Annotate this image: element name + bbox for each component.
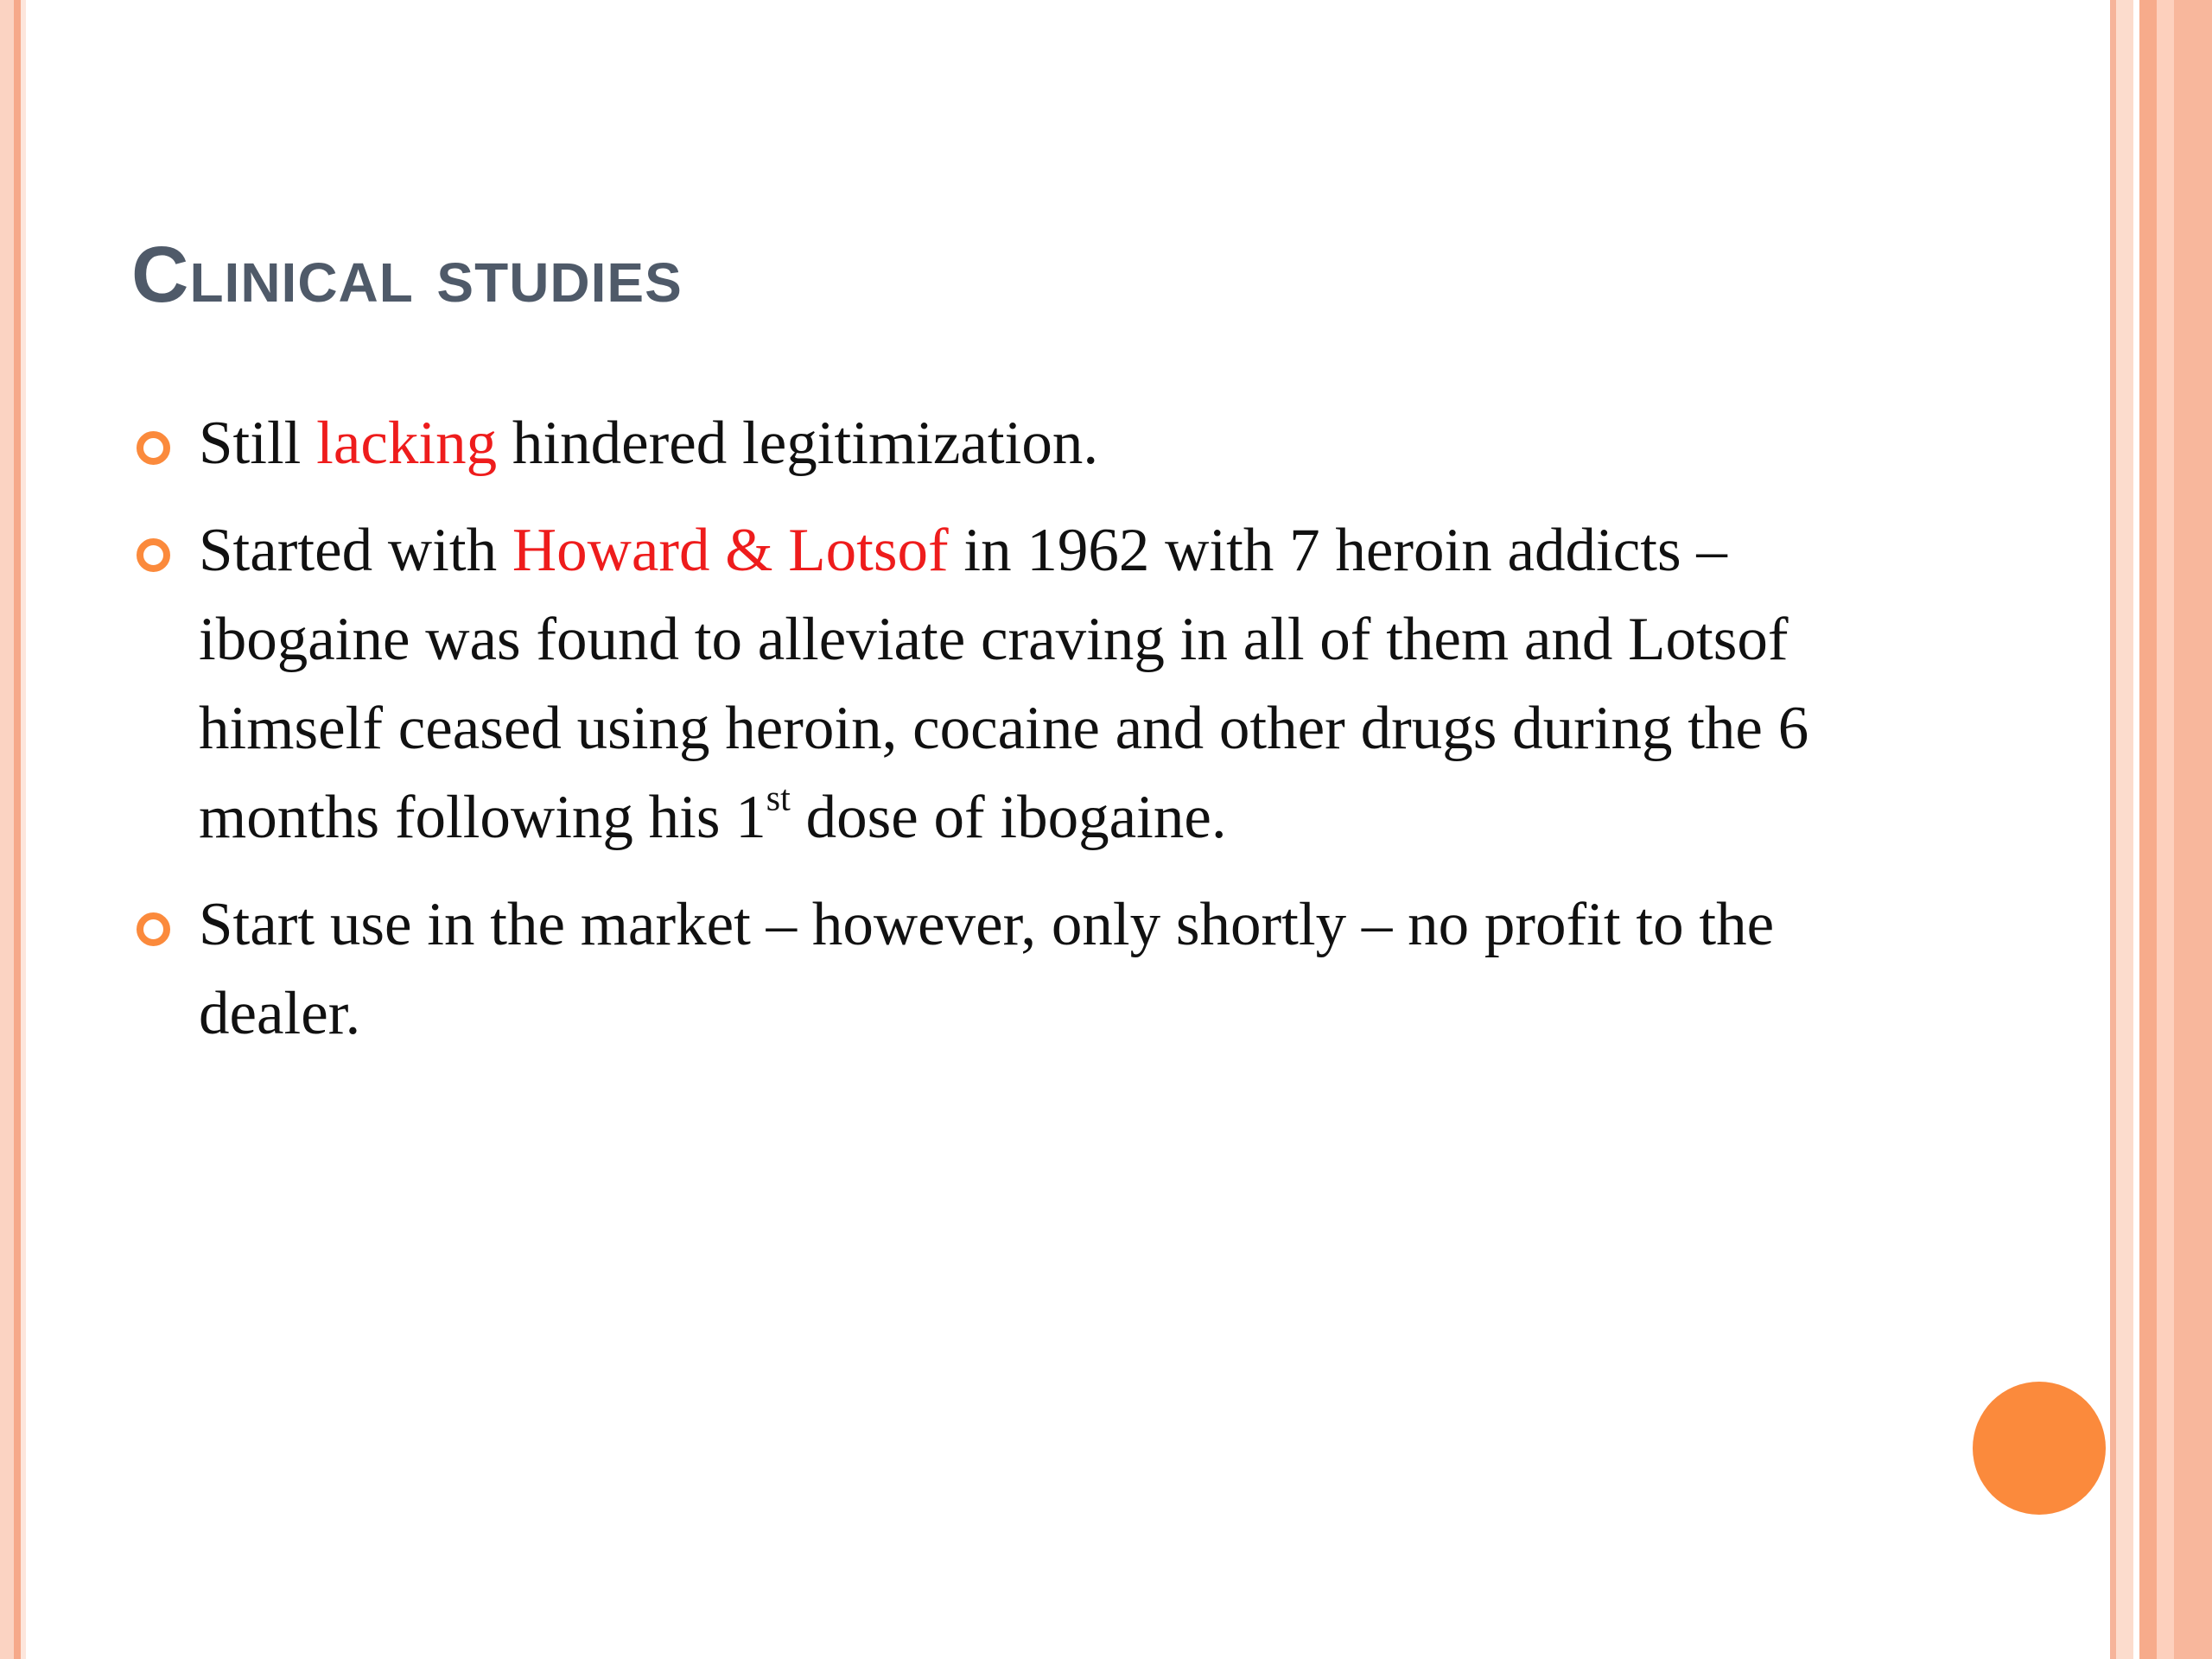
highlighted-text: Howard & Lotsof — [512, 517, 949, 584]
right-border-stripe — [2139, 0, 2157, 1659]
bullet-item — [131, 880, 1929, 1058]
right-border-stripe — [2157, 0, 2174, 1659]
slide-title: Clinical studies — [131, 231, 683, 319]
bullet-circle-icon — [137, 538, 170, 572]
left-border-stripe — [14, 0, 21, 1659]
bullet-circle-icon — [137, 912, 170, 946]
bullet-circle-icon — [137, 431, 170, 465]
left-border-stripe — [21, 0, 26, 1659]
right-border-stripe — [2133, 0, 2139, 1659]
bullet-text: Still lacking hindered legitimization. — [199, 410, 1099, 477]
right-border-stripe — [2110, 0, 2116, 1659]
left-border-stripe — [0, 0, 14, 1659]
right-border-stripe — [2174, 0, 2212, 1659]
highlighted-text: lacking — [316, 410, 498, 477]
bullet-list — [131, 399, 1929, 1077]
ordinal-superscript: st — [766, 779, 791, 819]
bullet-text: Started with Howard & Lotsof in 1962 with 7 heroin addicts – ibogaine was found to alleviate craving in all of them and Lotsof himself ceased using heroin, cocaine and other drugs during the 6 months following his 1st dose of ibogaine. — [199, 517, 1809, 851]
bullet-item — [131, 506, 1929, 862]
orange-circle-decoration — [1973, 1382, 2106, 1515]
bullet-item — [131, 399, 1929, 488]
right-border-stripe — [2116, 0, 2133, 1659]
bullet-text: Start use in the market – however, only shortly – no profit to the dealer. — [199, 891, 1775, 1047]
